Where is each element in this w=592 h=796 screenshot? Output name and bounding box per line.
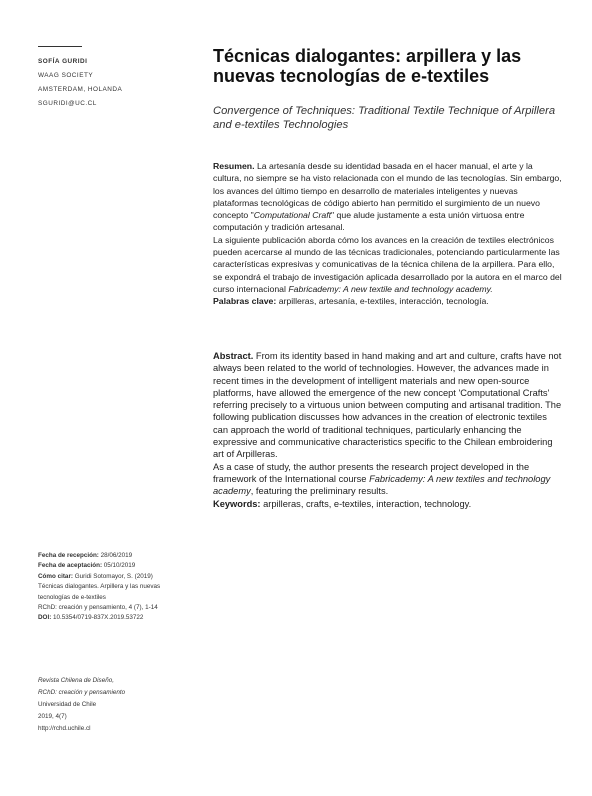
resumen-paragraph-2-text: La siguiente publicación aborda cómo los avances en la creación de textiles electrónicos pueden acercarse al mundo de las técnicas tradicionales, potenciando particularmente las características expresivas y comunicativas de la técnica chilena de la arpillera. Para ello, se expondrá el trabajo de investigación aplicada desarrollado por la autora en el marco del curso internacional (213, 234, 562, 294)
author-location: AMSTERDAM, HOLANDA (38, 86, 123, 93)
article-meta (38, 551, 198, 624)
resumen-italic-1: Computational Craft (253, 210, 332, 221)
journal-issue: 2019, 4(7) (38, 713, 67, 720)
abstract-text-3: , featuring the preliminary results. (250, 486, 389, 497)
received-value: 28/06/2019 (98, 552, 133, 559)
abstract-section (213, 350, 563, 510)
resumen-paragraph-1 (213, 160, 563, 234)
resumen-paragraph-2 (213, 234, 563, 295)
abstract-keywords (213, 498, 563, 510)
journal-university: Universidad de Chile (38, 701, 97, 708)
resumen-keywords (213, 295, 563, 307)
received-label: Fecha de recepción: (38, 552, 99, 559)
cite-line-3: tecnologías de e-textiles (38, 593, 106, 601)
author-block (38, 55, 178, 111)
doi-value[interactable]: 10.5354/0719-837X.2019.53722 (51, 614, 144, 622)
received-date (38, 551, 198, 561)
cite-line-1 (38, 572, 198, 582)
abstract-paragraph-1 (213, 350, 563, 461)
journal-block (38, 675, 198, 735)
resumen-keywords-text: arpilleras, artesanía, e-textiles, interacción, tecnología. (276, 296, 489, 307)
abstract-keywords-label: Keywords: (213, 498, 261, 509)
doi-line (38, 613, 198, 623)
author-affiliation: WAAG SOCIETY (38, 72, 94, 79)
abstract-italic: Fabricademy: A new textiles and technology academy (213, 473, 551, 497)
author-name: SOFÍA GURIDI (38, 58, 88, 65)
accepted-value: 05/10/2019 (102, 562, 136, 570)
resumen-label: Resumen. (213, 161, 255, 171)
journal-url[interactable]: http://rchd.uchile.cl (38, 725, 91, 732)
article-title: Técnicas dialogantes: arpillera y las nuevas tecnologías de e-textiles (213, 46, 522, 86)
resumen-keywords-label: Palabras clave: (213, 296, 277, 307)
doi-label: DOI: (38, 614, 52, 622)
cite-line-4: RChD: creación y pensamiento, 4 (7), 1-14 (38, 604, 158, 612)
resumen-italic-2: Fabricademy: A new textile and technology academy. (288, 283, 493, 294)
author-rule (38, 46, 82, 47)
cite-value-1: Guridi Sotomayor, S. (2019) (73, 572, 153, 580)
resumen-text-2: " que alude justamente a esta unión virtuosa entre computación y tradición artesanal. (213, 210, 525, 233)
resumen-section (213, 160, 563, 308)
cite-line-2: Técnicas dialogantes. Arpillera y las nuevas (38, 583, 161, 591)
abstract-keywords-text: arpilleras, crafts, e-textiles, interaction, technology. (260, 498, 472, 509)
abstract-text-1: From its identity based in hand making and art and culture, crafts have not always been related to the world of technologies. However, the advances made in recent times in the development of intelligent materials and new open-source platforms, have allowed the emergence of the new concept 'Computational Crafts' referring precisely to a virtuous union between computing and artisanal tradition. The following publication discusses how advances in the creation of electronic textiles can approach the world of traditional techniques, particularly enhancing the expressive and communicative characteristics specific to the Chilean embroidering art of Arpilleras. (213, 351, 562, 460)
accepted-date (38, 561, 198, 571)
journal-subtitle: RChD: creación y pensamiento (38, 689, 126, 696)
abstract-paragraph-2 (213, 461, 563, 498)
journal-name: Revista Chilena de Diseño, (38, 677, 114, 684)
abstract-label: Abstract. (213, 351, 254, 361)
cite-label: Cómo citar: (38, 572, 73, 580)
article-subtitle: Convergence of Techniques: Traditional Textile Technique of Arpillera and e-textiles Technologies (213, 105, 556, 131)
author-email[interactable]: SGURIDI@UC.CL (38, 100, 97, 107)
resumen-text-1: La artesanía desde su identidad basada en el hacer manual, el arte y la cultura, no siempre se ha visto relacionada con el mundo de las tecnologías. Sin embargo, los avances del último tiempo en desarrollo de materiales inteligentes y nuevas plataformas tecnológicas de código abierto han permitido el surgimiento de un nuevo concepto " (213, 161, 562, 221)
abstract-text-2: As a case of study, the author presents the research project developed in the framework of the International course (213, 461, 530, 484)
accepted-label: Fecha de aceptación: (38, 562, 103, 570)
